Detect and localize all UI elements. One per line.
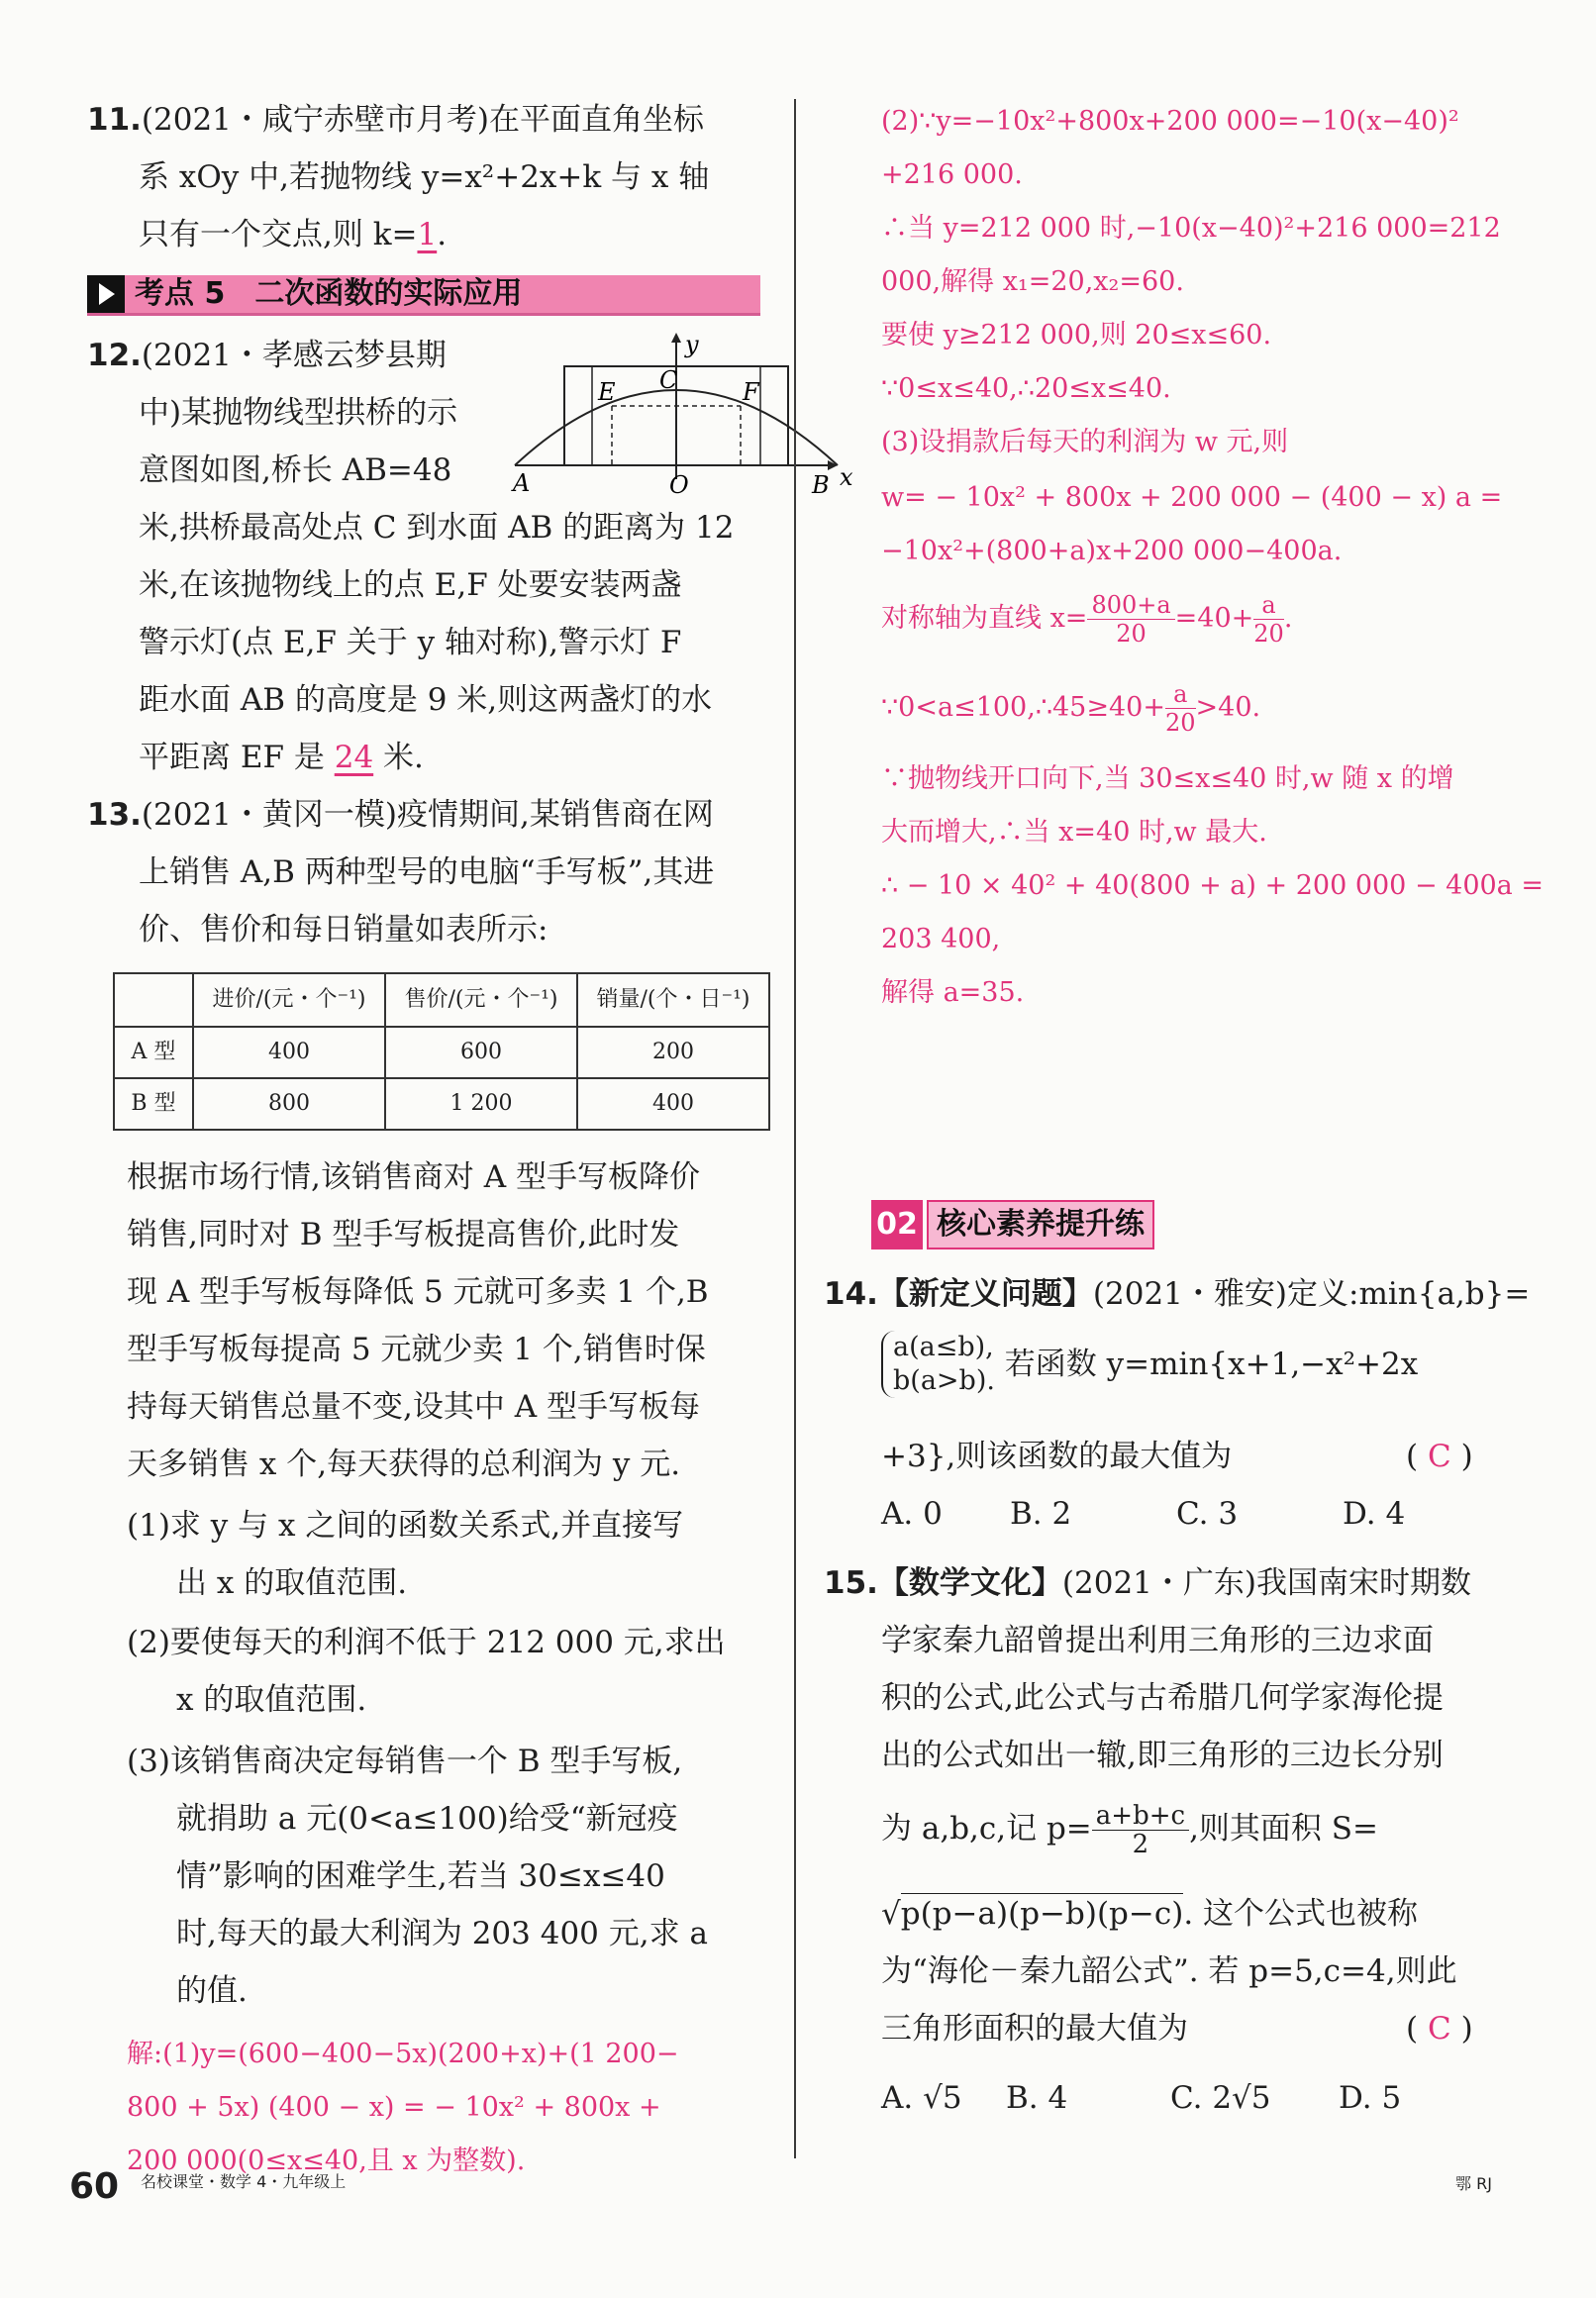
q15-tag: 【数学文化】	[877, 1565, 1062, 1601]
q12-number: 12.	[87, 338, 142, 373]
q11-line1	[87, 91, 704, 149]
sol-axis-mid: =40+	[1174, 603, 1254, 634]
frac-denominator: 2	[1132, 1830, 1149, 1859]
y-axis-arrow	[671, 333, 681, 343]
label-c: C	[659, 366, 678, 394]
q13-sub2-line2: x 的取值范围.	[176, 1682, 367, 1718]
q15-text1: (2021・广东)我国南宋时期数	[1061, 1565, 1472, 1601]
q15-option-a: A. √5	[881, 2080, 962, 2116]
table-cell: 400	[193, 1027, 385, 1078]
q15-line3: 积的公式,此公式与古希腊几何学家海伦提	[881, 1680, 1444, 1716]
q14-answer: C	[1427, 1439, 1451, 1474]
table-cell: 400	[577, 1078, 769, 1130]
sol-line10: ∵抛物线开口向下,当 30≤x≤40 时,w 随 x 的增	[881, 763, 1454, 794]
sol-line6: ∵0≤x≤40,∴20≤x≤40.	[881, 373, 1171, 404]
sol-ineq-post: >40.	[1195, 692, 1261, 723]
q13-sub3-line2: 就捐助 a 元(0<a≤100)给受“新冠疫	[176, 1801, 678, 1837]
table-row	[114, 1027, 769, 1078]
table-header-cell: 销量/(个・日⁻¹)	[577, 973, 769, 1027]
frac-numerator: 800+a	[1087, 591, 1174, 620]
table-cell: 800	[193, 1078, 385, 1130]
q13-body3: 现 A 型手写板每降低 5 元就可多卖 1 个,B	[127, 1274, 709, 1310]
sol-line12: ∴ − 10 × 40² + 40(800 + a) + 200 000 − 400a =	[881, 870, 1544, 901]
frac-numerator: a+b+c	[1092, 1802, 1189, 1831]
q15-option-d: D. 5	[1339, 2080, 1402, 2116]
table-cell: 600	[385, 1027, 577, 1078]
core-section-header	[871, 1200, 1168, 1249]
q15-line2: 学家秦九韶曾提出利用三角形的三边求面	[881, 1623, 1434, 1658]
q13-body6: 天多销售 x 个,每天获得的总利润为 y 元.	[127, 1447, 681, 1482]
sol-ineq-line	[881, 679, 1260, 737]
q11-text1: (2021・咸宁赤壁市月考)在平面直角坐标	[141, 102, 705, 138]
section5-header	[87, 275, 760, 316]
q15-answer-box	[1406, 2000, 1473, 2057]
q14-tag: 【新定义问题】	[877, 1276, 1093, 1312]
q11-line2: 系 xOy 中,若抛物线 y=x²+2x+k 与 x 轴	[139, 159, 710, 195]
table-cell: B 型	[114, 1078, 193, 1130]
q15-number: 15.	[824, 1565, 878, 1601]
table-cell: 200	[577, 1027, 769, 1078]
q11-line3	[139, 206, 447, 263]
frac-denominator: 20	[1253, 620, 1284, 648]
sol-line5: 要使 y≥212 000,则 20≤x≤60.	[881, 320, 1272, 350]
label-e: E	[598, 378, 616, 406]
q13-sub3-line4: 时,每天的最大利润为 203 400 元,求 a	[176, 1916, 708, 1951]
q14-option-b: B. 2	[1010, 1496, 1072, 1532]
label-o: O	[669, 471, 689, 499]
q12-line1	[87, 327, 447, 384]
sol-axis-frac2	[1253, 591, 1284, 648]
paren-open: (	[1406, 1439, 1419, 1474]
frac-denominator: 20	[1116, 620, 1147, 648]
q14-option-d: D. 4	[1343, 1496, 1406, 1532]
q13-sub3-line1: (3)该销售商决定每销售一个 B 型手写板,	[127, 1744, 683, 1779]
table-cell: A 型	[114, 1027, 193, 1078]
sqrt-sign-icon: √	[881, 1896, 901, 1932]
q13-sub1-line2: 出 x 的取值范围.	[176, 1565, 408, 1601]
q15-text6-post: . 这个公式也被称	[1183, 1896, 1419, 1932]
q13-body1: 根据市场行情,该销售商对 A 型手写板降价	[127, 1159, 700, 1195]
sol-line3: ∴当 y=212 000 时,−10(x−40)²+216 000=212	[881, 213, 1501, 244]
table-header-cell: 进价/(元・个⁻¹)	[193, 973, 385, 1027]
q15-line7: 为“海伦－秦九韶公式”. 若 p=5,c=4,则此	[881, 1953, 1457, 1989]
q13-body2: 销售,同时对 B 型手写板提高售价,此时发	[127, 1217, 680, 1252]
label-x: x	[840, 463, 853, 491]
q15-option-c: C. 2√5	[1170, 2080, 1271, 2116]
q14-answer-box	[1406, 1428, 1473, 1485]
q12-text8: 平距离 EF 是	[139, 740, 325, 775]
q14-case1: a(a≤b),	[893, 1332, 994, 1362]
core-section-number: 02	[871, 1200, 923, 1249]
q11-text3-post: .	[437, 217, 448, 252]
page-number: 60	[69, 2166, 120, 2207]
book-title: 名校课堂・数学 4・九年级上	[141, 2172, 347, 2191]
q13-intro1: (2021・黄冈一模)疫情期间,某销售商在网	[141, 797, 714, 833]
table-row	[114, 1078, 769, 1130]
q14-piecewise	[881, 1331, 995, 1398]
sol-line14: 解得 a=35.	[881, 977, 1025, 1008]
q13-body4: 型手写板每提高 5 元就少卖 1 个,销售时保	[127, 1332, 706, 1367]
q14-option-c: C. 3	[1176, 1496, 1239, 1532]
table-header-cell: 售价/(元・个⁻¹)	[385, 973, 577, 1027]
sol-line11: 大而增大,∴当 x=40 时,w 最大.	[881, 817, 1267, 848]
q14-line1	[824, 1265, 1530, 1323]
q13-sub1-line1: (1)求 y 与 x 之间的函数关系式,并直接写	[127, 1508, 684, 1544]
q11-answer: 1	[417, 217, 438, 252]
q13-line1	[87, 786, 714, 844]
q15-line8: 三角形面积的最大值为	[881, 2011, 1188, 2047]
sol-ineq-frac	[1165, 680, 1196, 737]
q13-solution1: 解:(1)y=(600−400−5x)(200+x)+(1 200−	[127, 2039, 679, 2069]
table-header-cell	[114, 973, 193, 1027]
q14-number: 14.	[824, 1276, 878, 1312]
section5-title: 考点 5 二次函数的实际应用	[135, 276, 523, 311]
q12-line5: 米,在该抛物线上的点 E,F 处要安装两盏	[139, 567, 682, 603]
q15-line5	[881, 1800, 1378, 1858]
q13-intro2: 上销售 A,B 两种型号的电脑“手写板”,其进	[139, 854, 715, 890]
sol-ineq-pre: ∵0<a≤100,∴45≥40+	[881, 692, 1165, 723]
label-b: B	[812, 471, 830, 499]
q12-line3: 意图如图,桥长 AB=48	[139, 452, 452, 488]
sol-line4: 000,解得 x₁=20,x₂=60.	[881, 266, 1184, 297]
q12-line6: 警示灯(点 E,F 关于 y 轴对称),警示灯 F	[139, 625, 682, 660]
q12-line2: 中)某抛物线型拱桥的示	[139, 395, 458, 431]
q15-sqrt-expr: p(p−a)(p−b)(p−c)	[901, 1893, 1184, 1932]
frac-numerator: a	[1165, 680, 1196, 709]
q14-case2: b(a>b).	[893, 1365, 995, 1396]
sol-axis-line	[881, 590, 1292, 648]
frac-numerator: a	[1253, 591, 1284, 620]
sol-axis-frac1	[1087, 591, 1174, 648]
q13-solution3: 200 000(0≤x≤40,且 x 为整数).	[127, 2146, 526, 2176]
sol-line1: (2)∵y=−10x²+800x+200 000=−10(x−40)²	[881, 106, 1459, 137]
q11-number: 11.	[87, 102, 142, 138]
frac-denominator: 20	[1164, 709, 1196, 737]
q15-line6	[881, 1885, 1418, 1943]
q13-body5: 持每天销售总量不变,设其中 A 型手写板每	[127, 1389, 700, 1425]
q15-text5-post: ,则其面积 S=	[1189, 1811, 1378, 1847]
q12-answer: 24	[334, 740, 374, 775]
label-f: F	[743, 378, 759, 406]
sol-axis-pre: 对称轴为直线 x=	[881, 603, 1088, 634]
q15-text5-pre: 为 a,b,c,记 p=	[881, 1811, 1092, 1847]
q12-text8-post: 米.	[383, 740, 424, 775]
sol-line7: (3)设捐款后每天的利润为 w 元,则	[881, 427, 1289, 457]
label-y: y	[685, 331, 699, 358]
q15-line1	[824, 1554, 1471, 1612]
sol-line13: 203 400,	[881, 924, 1001, 954]
label-a: A	[513, 469, 531, 497]
q13-intro3: 价、售价和每日销量如表所示:	[139, 912, 549, 948]
q14-text1: (2021・雅安)定义:min{a,b}=	[1092, 1276, 1531, 1312]
sol-axis-post: .	[1283, 603, 1293, 634]
q12-text1: (2021・孝感云梦县期	[141, 338, 447, 373]
table-header-row	[114, 973, 769, 1027]
edition-label: 鄂 RJ	[1455, 2174, 1492, 2193]
q15-frac	[1092, 1802, 1189, 1858]
q12-line7: 距水面 AB 的高度是 9 米,则这两盏灯的水	[139, 682, 713, 718]
q11-text3: 只有一个交点,则 k=	[139, 217, 418, 252]
paren-close: )	[1460, 1439, 1473, 1474]
sol-line2: +216 000.	[881, 159, 1023, 190]
q13-sub3-line5: 的值.	[176, 1973, 248, 2009]
paren-open: (	[1406, 2011, 1419, 2047]
sol-line8: w= − 10x² + 800x + 200 000 − (400 − x) a =	[881, 482, 1503, 513]
q15-option-b: B. 4	[1006, 2080, 1068, 2116]
column-divider	[794, 99, 796, 2158]
q12-line8	[139, 729, 424, 786]
q14-text2: 若函数 y=min{x+1,−x²+2x	[1004, 1347, 1419, 1382]
paren-close: )	[1460, 2011, 1473, 2047]
play-triangle-icon	[87, 275, 125, 313]
q14-line3: +3},则该函数的最大值为	[881, 1439, 1233, 1474]
q15-line4: 出的公式如出一辙,即三角形的三边长分别	[881, 1738, 1444, 1773]
q13-number: 13.	[87, 797, 142, 833]
q14-line2	[881, 1331, 1418, 1398]
price-table	[113, 972, 770, 1131]
q14-option-a: A. 0	[881, 1496, 943, 1532]
bridge-figure	[513, 331, 853, 499]
q15-answer: C	[1427, 2011, 1451, 2047]
q13-sub2-line1: (2)要使每天的利润不低于 212 000 元,求出	[127, 1625, 726, 1660]
sol-line9: −10x²+(800+a)x+200 000−400a.	[881, 536, 1343, 566]
q13-sub3-line3: 情”影响的困难学生,若当 30≤x≤40	[176, 1858, 665, 1894]
table-cell: 1 200	[385, 1078, 577, 1130]
q13-solution2: 800 + 5x) (400 − x) = − 10x² + 800x +	[127, 2092, 661, 2123]
core-section-title: 核心素养提升练	[927, 1200, 1154, 1249]
q12-line4: 米,拱桥最高处点 C 到水面 AB 的距离为 12	[139, 510, 735, 546]
